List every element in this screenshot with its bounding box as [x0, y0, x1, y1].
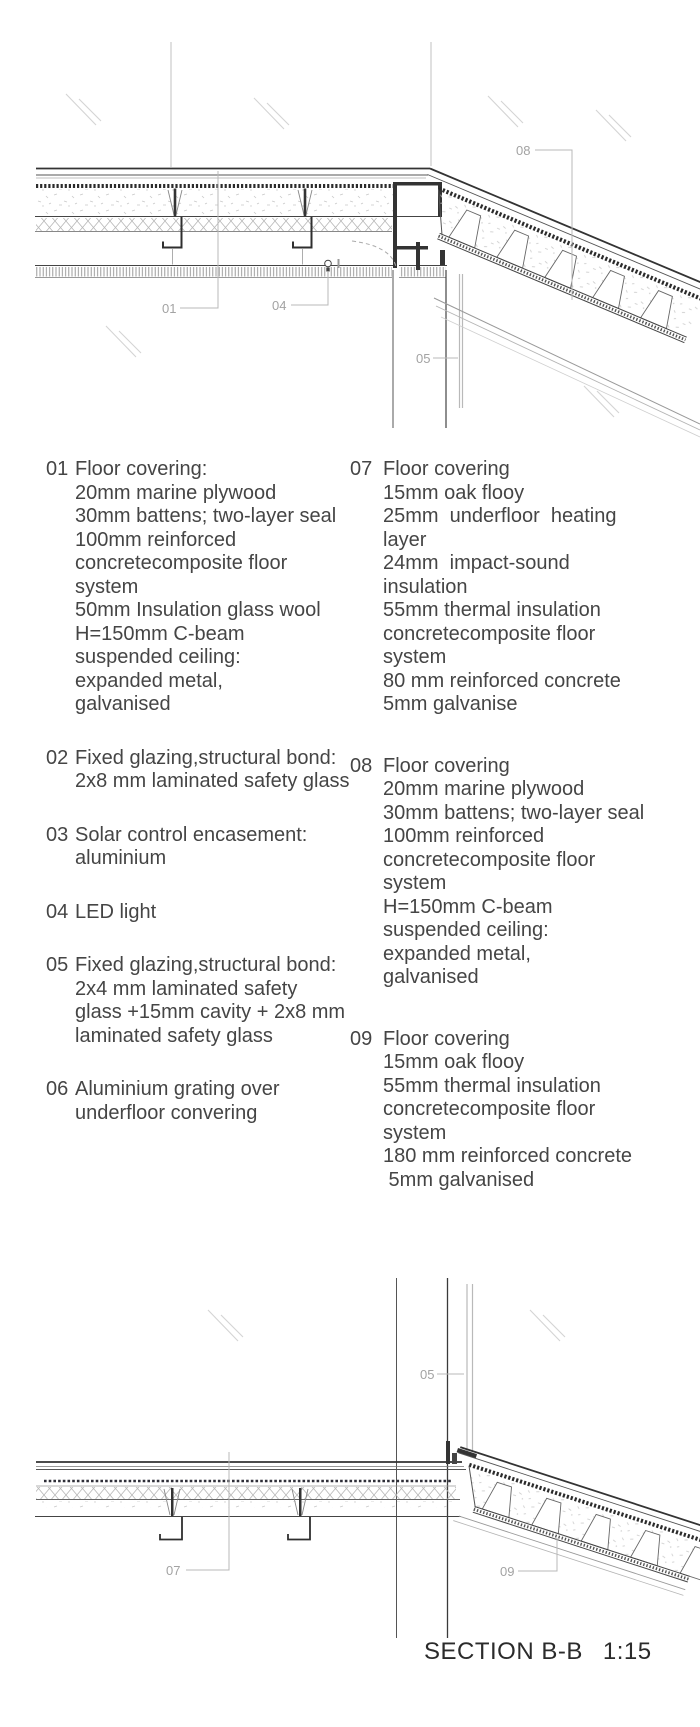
legend-line: galvanised	[75, 693, 171, 715]
legend-column-left	[46, 458, 350, 1155]
legend-line: 30mm battens; two-layer seal	[383, 801, 645, 824]
legend-line: concretecomposite floor	[383, 622, 596, 645]
legend-line: 180 mm reinforced concrete	[383, 1145, 633, 1167]
legend-item-03	[46, 824, 342, 871]
legend-line: 5mm galvanised	[383, 1168, 535, 1191]
legend-line: system	[75, 575, 139, 598]
legend-item-number: 07	[350, 458, 373, 480]
legend-item-09	[350, 1028, 686, 1193]
legend-column-right	[350, 458, 686, 1230]
legend-line: 55mm thermal insulation	[383, 599, 601, 621]
legend-line: 5mm galvanise	[383, 693, 518, 715]
legend-line: 15mm oak flooy	[383, 1051, 525, 1073]
legend-item-text	[75, 824, 342, 871]
legend-line: glass +15mm cavity + 2x8 mm	[75, 1001, 346, 1023]
legend-line: 30mm battens; two-layer seal	[75, 505, 337, 527]
legend-item-text	[383, 755, 686, 990]
legend-line: 2x8 mm laminated safety glass	[75, 770, 350, 792]
legend-line: Floor covering	[383, 1027, 510, 1050]
legend-item-02	[46, 746, 350, 794]
legend-line: Solar control encasement:	[75, 823, 308, 846]
legend-item-text	[75, 458, 342, 717]
legend-item-06	[46, 1078, 342, 1125]
callout-05: 05	[416, 351, 431, 366]
legend-line: Floor covering	[383, 754, 510, 777]
legend-item-number: 05	[46, 954, 69, 976]
sloped-deck	[406, 169, 700, 343]
legend-line: system	[383, 1121, 447, 1144]
legend-item-number: 04	[46, 900, 69, 923]
legend-item-number: 08	[350, 754, 373, 777]
top-detail	[35, 42, 700, 437]
legend-line: 50mm Insulation glass wool	[75, 599, 321, 621]
legend-line: 2x4 mm laminated safety	[75, 977, 298, 1000]
legend-line: underfloor convering	[75, 1101, 258, 1124]
callout-01: 01	[162, 301, 177, 316]
legend-line: expanded metal,	[75, 669, 223, 692]
legend-item-number: 02	[46, 746, 69, 769]
legend-line: system	[383, 646, 447, 668]
legend-line: Fixed glazing,structural bond:	[75, 954, 337, 976]
drawing-title-name: SECTION B-B	[424, 1638, 583, 1665]
legend-line: H=150mm C-beam	[75, 622, 245, 645]
legend-line: 100mm reinforced	[75, 528, 237, 551]
legend-line: aluminium	[75, 847, 167, 869]
bottom-detail	[35, 1278, 700, 1638]
legend-line: 24mm impact-sound	[383, 552, 570, 574]
legend-line: 20mm marine plywood	[383, 778, 585, 800]
legend-item-text	[75, 747, 350, 794]
legend-line: suspended ceiling:	[75, 646, 241, 668]
legend-item-text	[75, 1078, 342, 1125]
legend-item-number: 03	[46, 823, 69, 846]
legend-item-text	[75, 901, 342, 925]
legend-line: 15mm oak flooy	[383, 481, 525, 504]
legend-item-text	[383, 458, 686, 717]
legend-line: 100mm reinforced	[383, 825, 545, 847]
legend-line: Floor covering	[383, 458, 510, 480]
legend-item-number: 01	[46, 458, 69, 480]
legend-line: Aluminium grating over	[75, 1078, 280, 1100]
legend-item-text	[383, 1028, 686, 1193]
legend-line: concretecomposite floor	[75, 552, 288, 574]
callout-07: 07	[166, 1563, 181, 1578]
glass-mark	[208, 1310, 565, 1341]
sloped-deck	[438, 1447, 700, 1601]
legend-item-08	[350, 755, 686, 990]
callout-08: 08	[516, 143, 531, 158]
legend-line: concretecomposite floor	[383, 1098, 596, 1120]
legend-line: layer	[383, 528, 427, 551]
leader-line	[186, 1374, 557, 1571]
legend-line: 80 mm reinforced concrete	[383, 669, 621, 692]
legend-line: laminated safety glass	[75, 1024, 273, 1047]
legend-line: Floor covering:	[75, 458, 208, 480]
drawing-title	[424, 1638, 652, 1666]
legend-line: galvanised	[383, 966, 479, 988]
legend-line: H=150mm C-beam	[383, 895, 553, 918]
legend-line: system	[383, 872, 447, 894]
callout-05: 05	[420, 1367, 435, 1382]
legend-line: insulation	[383, 575, 468, 598]
legend-line: Fixed glazing,structural bond:	[75, 746, 337, 769]
legend-item-07	[350, 458, 686, 717]
legend-line: LED light	[75, 900, 157, 923]
legend-line: concretecomposite floor	[383, 848, 596, 871]
legend-line: 25mm underfloor heating	[383, 505, 617, 527]
legend-line: 20mm marine plywood	[75, 481, 277, 504]
legend-item-01	[46, 458, 342, 717]
legend-item-text	[75, 954, 345, 1048]
callout-04: 04	[272, 298, 287, 313]
legend-line: suspended ceiling:	[383, 919, 549, 941]
legend-item-05	[46, 954, 346, 1048]
callout-09: 09	[500, 1564, 515, 1579]
legend-item-number: 06	[46, 1078, 69, 1100]
legend-item-04	[46, 901, 342, 925]
legend-line: expanded metal,	[383, 942, 531, 965]
legend-item-number: 09	[350, 1027, 373, 1050]
legend-line: 55mm thermal insulation	[383, 1074, 601, 1097]
drawing-scale: 1:15	[602, 1638, 652, 1665]
